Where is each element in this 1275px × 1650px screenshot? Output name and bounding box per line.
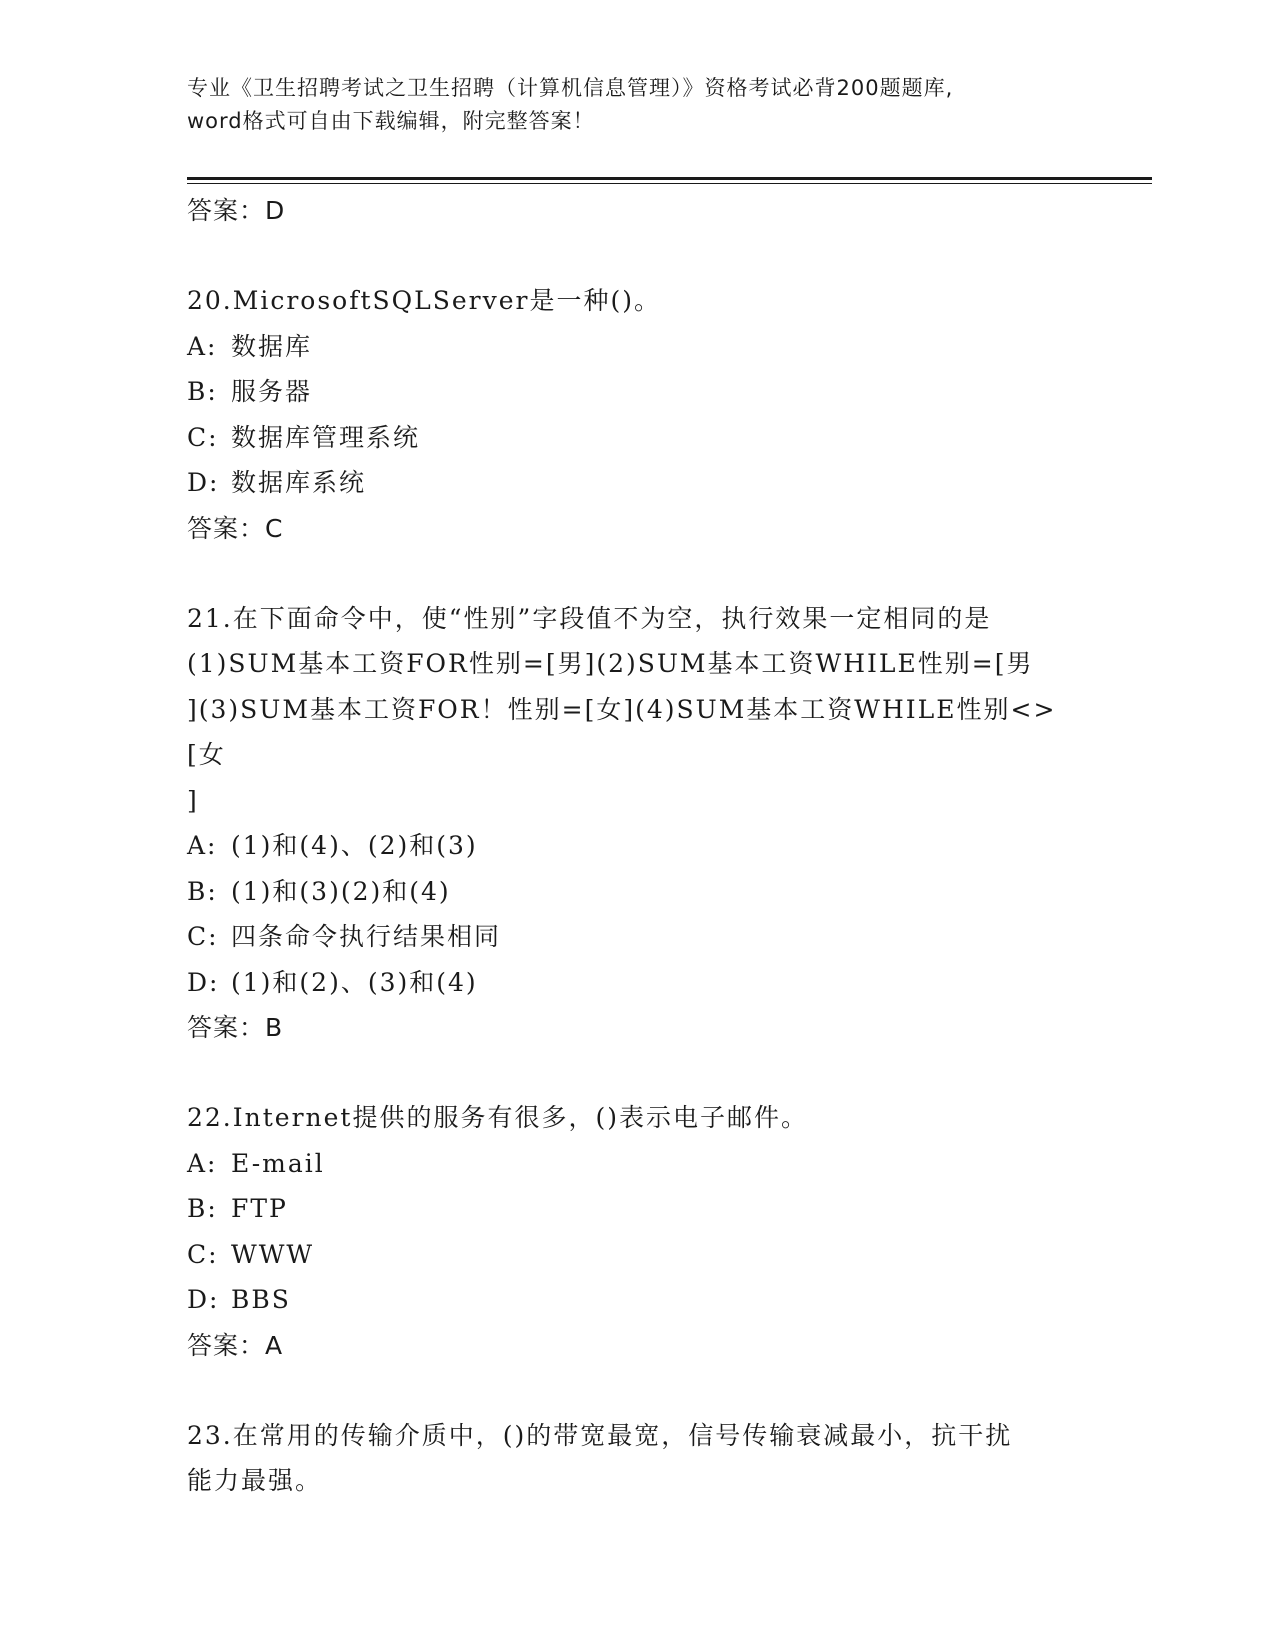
answer-option [187, 1186, 1087, 1232]
answer-option [187, 1277, 1087, 1323]
option-text: 数据库管理系统 [231, 422, 421, 452]
option-text: 数据库 [231, 331, 313, 361]
question-spacer [187, 1369, 1087, 1413]
question-stem-line: 22.Internet提供的服务有很多，()表示电子邮件。 [187, 1103, 808, 1132]
option-key: D: [187, 1285, 220, 1314]
question-block [187, 1413, 1087, 1504]
question-stem-line: 23.在常用的传输介质中，()的带宽最宽，信号传输衰减最小，抗干扰 [187, 1420, 1013, 1450]
question-stem-line: 21.在下面命令中，使“性别”字段值不为空，执行效果一定相同的是 [187, 603, 992, 633]
document-header [187, 72, 1087, 138]
answer-option [187, 324, 1087, 370]
option-text: 服务器 [231, 377, 313, 406]
option-key: C: [187, 1239, 219, 1269]
answer-option [187, 460, 1087, 506]
answer-option [187, 1141, 1087, 1187]
option-key: A: [187, 1148, 218, 1178]
option-text: E-mail [231, 1148, 325, 1178]
option-key: B: [187, 876, 218, 906]
question-block [187, 596, 1087, 1052]
option-key: D: [187, 468, 220, 497]
header-rule-thin [187, 183, 1152, 184]
question-spacer [187, 234, 1087, 278]
header-line-1: 专业《卫生招聘考试之卫生招聘（计算机信息管理）》资格考试必背200题题库, [187, 76, 954, 100]
header-line-2: word格式可自由下载编辑，附完整答案！ [187, 109, 595, 133]
option-key: D: [187, 967, 220, 997]
answer-option [187, 869, 1087, 915]
header-rule-thick [187, 177, 1152, 180]
option-text: 数据库系统 [231, 468, 367, 497]
questions-container [187, 234, 1087, 1504]
answer-line: 答案：C [187, 513, 284, 543]
option-key: B: [187, 377, 218, 406]
answer-option [187, 823, 1087, 869]
option-text: FTP [231, 1194, 288, 1223]
answer-option [187, 415, 1087, 461]
option-text: (1)和(3)(2)和(4) [231, 876, 451, 906]
question-stem-line: ](3)SUM基本工资FOR！性别=[女](4)SUM基本工资WHILE性别<>[女 [187, 694, 1057, 769]
question-spacer [187, 552, 1087, 596]
option-text: 四条命令执行结果相同 [231, 922, 502, 951]
answer-line: 答案：D [187, 196, 286, 225]
answer-line: 答案：B [187, 1013, 284, 1042]
question-stem-line: 20.MicrosoftSQLServer是一种()。 [187, 286, 662, 315]
question-block [187, 278, 1087, 552]
answer-option [187, 960, 1087, 1006]
question-stem-line: (1)SUM基本工资FOR性别=[男](2)SUM基本工资WHILE性别=[男 [187, 649, 1034, 678]
question-list [187, 188, 1087, 1504]
question-block [187, 1095, 1087, 1369]
option-key: C: [187, 922, 219, 951]
answer-option [187, 914, 1087, 960]
option-key: A: [187, 331, 218, 361]
option-key: C: [187, 422, 219, 452]
question-stem-line: ] [187, 785, 199, 815]
option-text: (1)和(2)、(3)和(4) [231, 967, 478, 997]
question-spacer [187, 1051, 1087, 1095]
answer-option [187, 369, 1087, 415]
option-text: (1)和(4)、(2)和(3) [231, 831, 478, 860]
option-key: A: [187, 831, 218, 860]
answer-line: 答案：A [187, 1330, 284, 1360]
answer-option [187, 1232, 1087, 1278]
option-key: B: [187, 1194, 218, 1223]
option-text: BBS [231, 1285, 291, 1314]
option-text: WWW [231, 1239, 315, 1269]
question-stem-line: 能力最强。 [187, 1466, 323, 1495]
